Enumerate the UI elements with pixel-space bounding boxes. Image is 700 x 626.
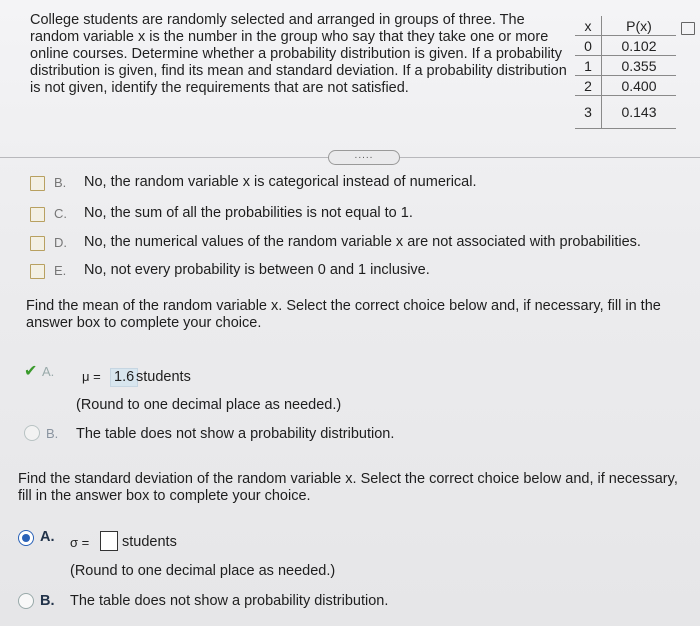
table-row	[575, 36, 676, 56]
option-d-text: No, the numerical values of the random variable x are not associated with probabilities.	[84, 234, 641, 250]
option-d-row[interactable]	[30, 234, 700, 254]
option-b-text: No, the random variable x is categorical instead of numerical.	[84, 174, 477, 190]
sd-unit: students	[122, 534, 177, 550]
table-cell-x: 2	[575, 76, 602, 96]
mu-symbol: μ =	[82, 369, 101, 384]
option-e-text: No, not every probability is between 0 and 1 inclusive.	[84, 262, 430, 278]
table-row	[575, 56, 676, 76]
correct-check-icon: ✔	[24, 363, 38, 380]
mean-unit: students	[136, 369, 191, 385]
table-cell-p: 0.400	[602, 76, 677, 96]
sd-option-a-row[interactable]	[18, 528, 418, 554]
sd-prompt: Find the standard deviation of the random variable x. Select the correct choice below and, if necessary, fill in the answer box to complete your choice.	[18, 471, 678, 504]
option-e-letter: E.	[54, 263, 67, 278]
sigma-symbol: σ =	[70, 535, 90, 550]
sd-option-b-row[interactable]	[18, 592, 438, 614]
table-row	[575, 96, 676, 129]
table-header-x: x	[575, 16, 602, 36]
option-b-row[interactable]	[30, 174, 700, 194]
option-c-text: No, the sum of all the probabilities is not equal to 1.	[84, 205, 413, 221]
table-cell-x: 1	[575, 56, 602, 76]
sd-option-b-text: The table does not show a probability distribution.	[70, 593, 389, 609]
mean-round-note: (Round to one decimal place as needed.)	[76, 397, 342, 413]
table-header-px: P(x)	[602, 16, 677, 36]
table-cell-x: 3	[575, 96, 602, 129]
mean-option-b-row[interactable]	[24, 424, 444, 446]
table-cell-p: 0.355	[602, 56, 677, 76]
sd-answer-box[interactable]	[100, 531, 118, 551]
option-c-row[interactable]	[30, 205, 700, 225]
mean-option-b-letter: B.	[46, 426, 59, 441]
option-e-row[interactable]	[30, 262, 700, 282]
mean-answer-box[interactable]: 1.6	[110, 368, 138, 387]
table-cell-p: 0.102	[602, 36, 677, 56]
mean-option-a-letter: A.	[42, 364, 55, 379]
sd-option-b-letter: B.	[40, 593, 55, 609]
option-c-checkbox[interactable]	[30, 207, 45, 222]
copy-icon[interactable]	[681, 22, 695, 35]
option-c-letter: C.	[54, 206, 67, 221]
option-b-checkbox[interactable]	[30, 176, 45, 191]
sd-option-a-radio[interactable]	[18, 530, 34, 546]
table-cell-p: 0.143	[602, 96, 677, 129]
sd-round-note: (Round to one decimal place as needed.)	[70, 563, 336, 579]
mean-option-a-row[interactable]	[24, 362, 424, 386]
option-d-letter: D.	[54, 235, 67, 250]
expand-ellipsis-button[interactable]: .....	[328, 150, 400, 165]
mean-prompt: Find the mean of the random variable x. Select the correct choice below and, if necessary, fill in the answer box to complete your choice.	[26, 298, 661, 331]
option-d-checkbox[interactable]	[30, 236, 45, 251]
option-b-letter: B.	[54, 175, 67, 190]
mean-option-b-radio[interactable]	[24, 425, 40, 441]
probability-table	[575, 16, 676, 129]
question-text: College students are randomly selected and arranged in groups of three. The random variable x is the number in the group who say that they take one or more online courses. Determine whether a probability distribution is given. If a probability distribution is given, find its mean and standard deviation. If a probability distribution is not given, identify the requirements that are not satisfied.	[30, 12, 567, 96]
sd-option-a-letter: A.	[40, 529, 55, 545]
mean-option-b-text: The table does not show a probability distribution.	[76, 426, 395, 442]
table-row	[575, 76, 676, 96]
table-cell-x: 0	[575, 36, 602, 56]
option-e-checkbox[interactable]	[30, 264, 45, 279]
sd-option-b-radio[interactable]	[18, 593, 34, 609]
